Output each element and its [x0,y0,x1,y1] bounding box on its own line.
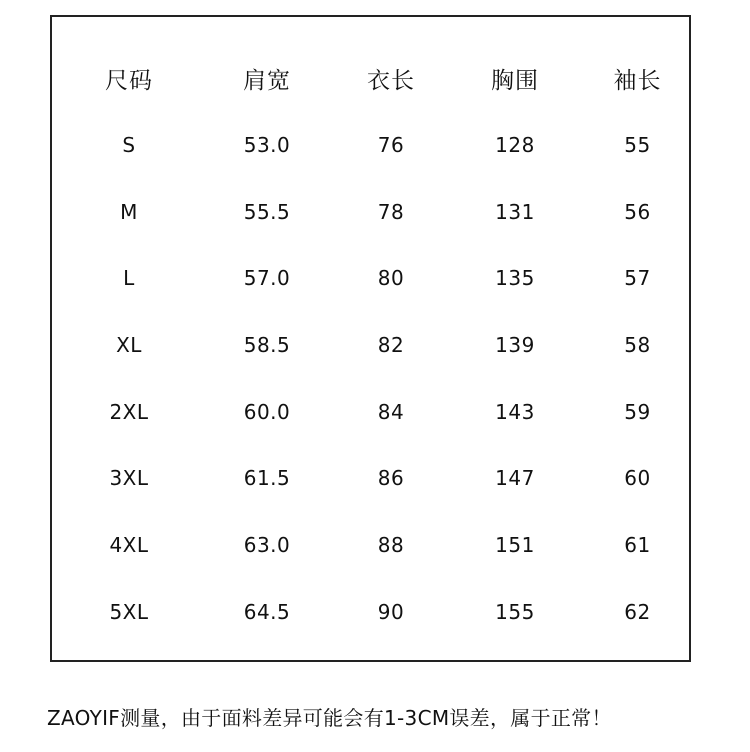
table-cell: 57 [624,266,651,291]
table-cell: 128 [495,133,535,158]
table-cell: 60.0 [243,399,291,424]
table-cell: 58 [624,333,651,358]
table-cell: XL [116,333,142,358]
table-cell: 58.5 [243,333,291,358]
table-cell: 63.0 [243,533,291,558]
header-shoulder-width: 肩宽 [243,67,291,94]
table-cell: M [120,199,138,224]
table-cell: 76 [377,133,405,158]
table-cell: 2XL [109,399,149,424]
header-chest: 胸围 [491,67,539,94]
size-chart-grid [52,45,689,645]
table-cell: 53.0 [243,133,291,158]
table-cell: 3XL [109,466,149,491]
header-length: 衣长 [367,67,415,94]
table-cell: 131 [495,199,535,224]
table-cell: 84 [377,399,405,424]
table-cell: S [122,133,136,158]
table-cell: 86 [377,466,405,491]
table-cell: 80 [377,266,405,291]
table-cell: 61 [624,533,651,558]
table-cell: 64.5 [243,599,291,624]
table-cell: 135 [495,266,535,291]
table-cell: 56 [624,199,651,224]
table-cell: 143 [495,399,535,424]
table-cell: 5XL [109,599,149,624]
header-sleeve: 袖长 [613,67,662,94]
table-cell: 57.0 [243,266,291,291]
table-cell: 151 [495,533,535,558]
table-cell: 82 [377,333,405,358]
measurement-note: ZAOYIF测量，由于面料差异可能会有1-3CM误差，属于正常！ [47,706,612,730]
table-cell: 62 [624,599,651,624]
header-size: 尺码 [105,67,153,94]
table-cell: 55 [624,133,651,158]
table-cell: 88 [377,533,405,558]
table-cell: 4XL [109,533,149,558]
size-chart-table [50,15,691,662]
table-cell: 60 [624,466,651,491]
table-cell: 55.5 [243,199,291,224]
table-cell: 78 [377,199,405,224]
table-cell: 61.5 [243,466,291,491]
table-cell: 139 [495,333,535,358]
table-cell: 147 [495,466,535,491]
table-cell: 59 [624,399,651,424]
table-cell: L [123,266,135,291]
table-cell: 90 [377,599,405,624]
table-cell: 155 [495,599,535,624]
